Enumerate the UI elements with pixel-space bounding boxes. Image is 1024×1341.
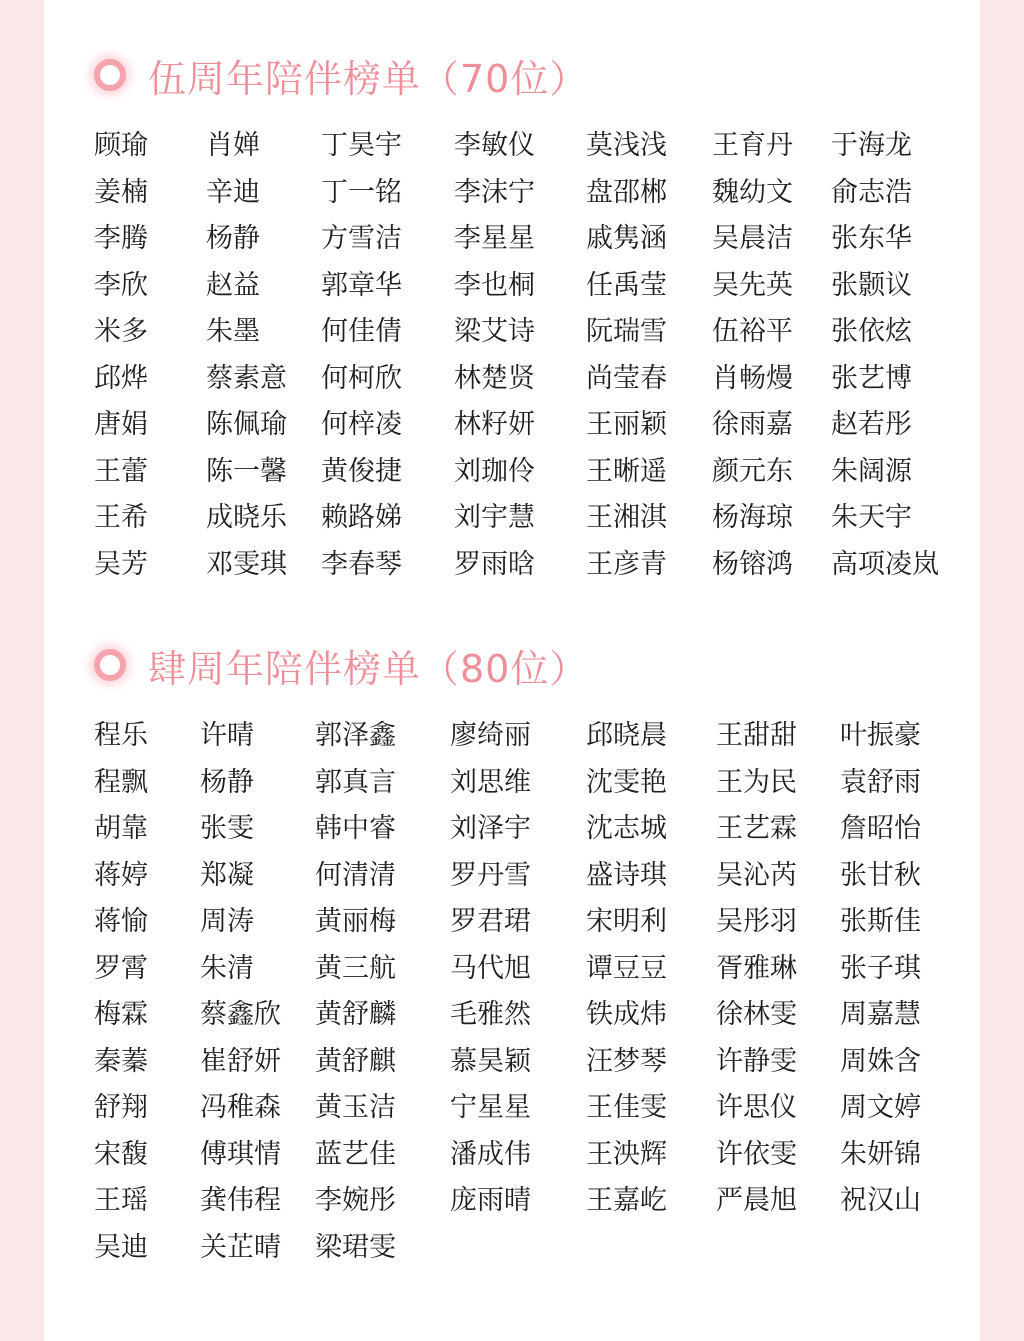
- name-entry: 辛迪: [206, 176, 260, 208]
- section-heading: [94, 640, 588, 690]
- name-entry: 唐娟: [94, 409, 148, 440]
- name-entry: 盛诗琪: [586, 859, 667, 891]
- name-entry: 黄舒麒: [315, 1045, 396, 1077]
- name-entry: 邓雯琪: [206, 548, 287, 580]
- name-entry: 蒋愉: [94, 906, 148, 937]
- name-entry: 何梓凌: [321, 409, 402, 440]
- name-entry: 颜元东: [712, 455, 793, 487]
- name-entry: 许晴: [200, 720, 254, 751]
- name-entry: 梁艾诗: [454, 316, 535, 347]
- name-entry: 刘珈伶: [454, 455, 535, 487]
- name-entry: 程飘: [94, 766, 148, 798]
- section-heading: [94, 50, 588, 100]
- name-entry: 盘邵郴: [586, 176, 667, 208]
- name-entry: 王泱辉: [586, 1138, 667, 1170]
- name-entry: 宁星星: [450, 1092, 531, 1123]
- name-entry: 郑凝: [200, 859, 254, 891]
- name-entry: 李敏仪: [454, 130, 535, 161]
- name-entry: 方雪洁: [321, 223, 402, 254]
- name-entry: 王希: [94, 502, 148, 533]
- name-entry: 张甘秋: [840, 859, 921, 891]
- name-entry: 李春琴: [321, 548, 402, 580]
- name-entry: 朱阔源: [831, 455, 912, 487]
- name-entry: 秦蓁: [94, 1045, 148, 1077]
- name-entry: 许静雯: [716, 1045, 797, 1077]
- name-entry: 任禹莹: [586, 269, 667, 301]
- name-entry: 黄三航: [315, 952, 396, 984]
- name-entry: 徐雨嘉: [712, 409, 793, 440]
- name-entry: 丁一铭: [321, 176, 402, 208]
- name-entry: 米多: [94, 316, 148, 347]
- name-entry: 张依炫: [831, 316, 912, 347]
- section-title: 肆周年陪伴榜单（80位）: [148, 646, 589, 691]
- name-entry: 尚莹春: [586, 362, 667, 394]
- name-entry: 李腾: [94, 223, 148, 254]
- name-entry: 吴沁芮: [716, 859, 797, 891]
- name-entry: 李婉彤: [315, 1185, 396, 1216]
- name-entry: 姜楠: [94, 176, 148, 208]
- name-entry: 罗雨晗: [454, 548, 535, 580]
- name-entry: 周姝含: [840, 1045, 921, 1077]
- name-entry: 祝汉山: [840, 1185, 921, 1216]
- name-entry: 王彦青: [586, 548, 667, 580]
- name-entry: 慕昊颖: [450, 1045, 531, 1077]
- page-card: [44, 0, 980, 1341]
- name-entry: 张东华: [831, 223, 912, 254]
- bullet-dot-icon: [94, 59, 126, 91]
- name-entry: 罗君珺: [450, 906, 531, 937]
- name-entry: 许依雯: [716, 1138, 797, 1170]
- name-entry: 张雯: [200, 813, 254, 844]
- name-entry: 于海龙: [831, 130, 912, 161]
- name-entry: 刘泽宇: [450, 813, 531, 844]
- name-entry: 刘思维: [450, 766, 531, 798]
- section-title: 伍周年陪伴榜单（70位）: [148, 56, 589, 101]
- name-entry: 周涛: [200, 906, 254, 937]
- name-entry: 郭泽鑫: [315, 720, 396, 751]
- name-entry: 沈志城: [586, 813, 667, 844]
- name-entry: 罗霄: [94, 952, 148, 984]
- name-entry: 沈雯艳: [586, 766, 667, 798]
- name-entry: 杨静: [200, 766, 254, 798]
- name-entry: 郭真言: [315, 766, 396, 798]
- name-entry: 蒋婷: [94, 859, 148, 891]
- name-entry: 郭章华: [321, 269, 402, 301]
- name-entry: 徐林雯: [716, 999, 797, 1030]
- name-entry: 龚伟程: [200, 1185, 281, 1216]
- name-entry: 刘宇慧: [454, 502, 535, 533]
- name-entry: 顾瑜: [94, 130, 148, 161]
- name-entry: 杨镕鸿: [712, 548, 793, 580]
- name-entry: 程乐: [94, 720, 148, 751]
- name-entry: 马代旭: [450, 952, 531, 984]
- name-entry: 韩中睿: [315, 813, 396, 844]
- name-entry: 胥雅琳: [716, 952, 797, 984]
- name-entry: 蔡素意: [206, 362, 287, 394]
- name-entry: 何佳倩: [321, 316, 402, 347]
- name-entry: 吴晨洁: [712, 223, 793, 254]
- name-entry: 王为民: [716, 766, 797, 798]
- name-entry: 俞志浩: [831, 176, 912, 208]
- name-entry: 王甜甜: [716, 720, 797, 751]
- name-entry: 王育丹: [712, 130, 793, 161]
- name-entry: 朱妍锦: [840, 1138, 921, 1170]
- bullet-dot-icon: [94, 649, 126, 681]
- name-entry: 傅琪情: [200, 1138, 281, 1170]
- name-entry: 宋明利: [586, 906, 667, 937]
- name-entry: 关芷晴: [200, 1231, 281, 1263]
- name-entry: 冯稚森: [200, 1092, 281, 1123]
- name-entry: 张子琪: [840, 952, 921, 984]
- name-entry: 李沫宁: [454, 176, 535, 208]
- name-entry: 高项凌岚: [831, 548, 939, 580]
- name-entry: 阮瑞雪: [586, 316, 667, 347]
- name-entry: 朱清: [200, 952, 254, 984]
- name-entry: 莫浅浅: [586, 130, 667, 161]
- name-entry: 何清清: [315, 859, 396, 891]
- name-entry: 黄俊捷: [321, 455, 402, 487]
- name-entry: 李星星: [454, 223, 535, 254]
- name-entry: 严晨旭: [716, 1185, 797, 1216]
- name-entry: 舒翔: [94, 1092, 148, 1123]
- name-entry: 庞雨晴: [450, 1185, 531, 1216]
- name-entry: 张颢议: [831, 269, 912, 301]
- name-entry: 黄玉洁: [315, 1092, 396, 1123]
- name-entry: 丁昊宇: [321, 130, 402, 161]
- name-entry: 吴先英: [712, 269, 793, 301]
- name-entry: 王嘉屹: [586, 1185, 667, 1216]
- name-entry: 陈一馨: [206, 455, 287, 487]
- name-entry: 肖畅熳: [712, 362, 793, 394]
- name-entry: 宋馥: [94, 1138, 148, 1170]
- name-entry: 潘成伟: [450, 1138, 531, 1170]
- name-entry: 罗丹雪: [450, 859, 531, 891]
- name-entry: 胡靠: [94, 813, 148, 844]
- name-entry: 蓝艺佳: [315, 1138, 396, 1170]
- name-entry: 吴彤羽: [716, 906, 797, 937]
- name-entry: 周嘉慧: [840, 999, 921, 1030]
- name-entry: 林楚贤: [454, 362, 535, 394]
- name-entry: 朱天宇: [831, 502, 912, 533]
- name-entry: 魏幼文: [712, 176, 793, 208]
- name-entry: 汪梦琴: [586, 1045, 667, 1077]
- name-entry: 张艺博: [831, 362, 912, 394]
- name-entry: 崔舒妍: [200, 1045, 281, 1077]
- name-entry: 廖绮丽: [450, 720, 531, 751]
- name-entry: 黄丽梅: [315, 906, 396, 937]
- name-entry: 王佳雯: [586, 1092, 667, 1123]
- name-entry: 邱烨: [94, 362, 148, 394]
- name-entry: 王蕾: [94, 455, 148, 487]
- name-entry: 王丽颖: [586, 409, 667, 440]
- name-entry: 成晓乐: [206, 502, 287, 533]
- name-entry: 王湘淇: [586, 502, 667, 533]
- name-entry: 黄舒麟: [315, 999, 396, 1030]
- name-entry: 王艺霖: [716, 813, 797, 844]
- name-entry: 李也桐: [454, 269, 535, 301]
- name-entry: 陈佩瑜: [206, 409, 287, 440]
- name-entry: 何柯欣: [321, 362, 402, 394]
- name-entry: 谭豆豆: [586, 952, 667, 984]
- name-entry: 杨海琼: [712, 502, 793, 533]
- name-entry: 周文婷: [840, 1092, 921, 1123]
- name-entry: 戚隽涵: [586, 223, 667, 254]
- name-entry: 肖婵: [206, 130, 260, 161]
- name-entry: 赵益: [206, 269, 260, 301]
- name-entry: 梅霖: [94, 999, 148, 1030]
- name-entry: 吴芳: [94, 548, 148, 580]
- name-entry: 蔡鑫欣: [200, 999, 281, 1030]
- name-entry: 邱晓晨: [586, 720, 667, 751]
- name-entry: 许思仪: [716, 1092, 797, 1123]
- name-entry: 袁舒雨: [840, 766, 921, 798]
- name-entry: 张斯佳: [840, 906, 921, 937]
- name-entry: 杨静: [206, 223, 260, 254]
- name-entry: 朱墨: [206, 316, 260, 347]
- name-entry: 叶振豪: [840, 720, 921, 751]
- name-entry: 伍裕平: [712, 316, 793, 347]
- name-entry: 铁成炜: [586, 999, 667, 1030]
- name-entry: 赖路娣: [321, 502, 402, 533]
- name-entry: 詹昭怡: [840, 813, 921, 844]
- name-entry: 赵若彤: [831, 409, 912, 440]
- name-entry: 吴迪: [94, 1231, 148, 1263]
- name-entry: 王瑶: [94, 1185, 148, 1216]
- name-entry: 林籽妍: [454, 409, 535, 440]
- name-entry: 王晰遥: [586, 455, 667, 487]
- name-entry: 梁珺雯: [315, 1231, 396, 1263]
- name-entry: 毛雅然: [450, 999, 531, 1030]
- name-entry: 李欣: [94, 269, 148, 301]
